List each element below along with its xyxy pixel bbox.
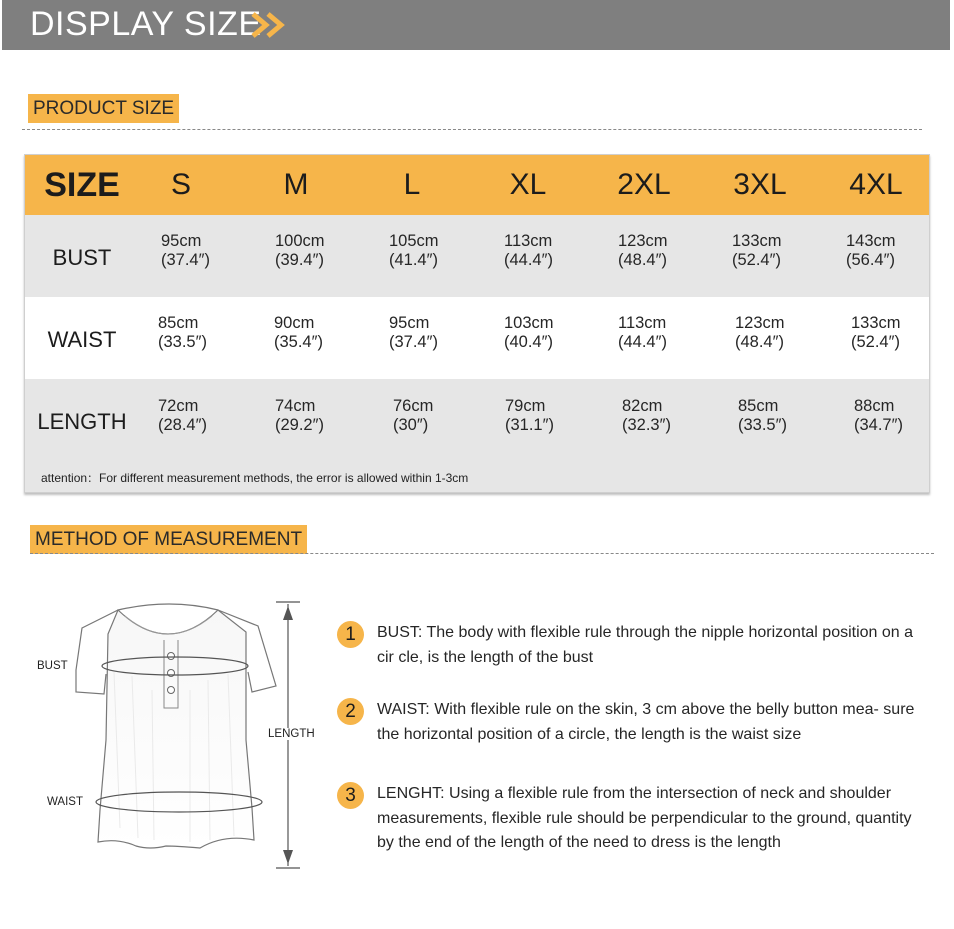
- measurement-tag: METHOD OF MEASUREMENT: [30, 525, 307, 554]
- size-table: [24, 154, 930, 493]
- step-number-badge: 1: [337, 621, 364, 648]
- divider: [30, 553, 934, 554]
- table-row-bust: [25, 215, 929, 297]
- table-cell: 95cm (37.4″): [389, 314, 438, 351]
- size-col-m: M: [283, 168, 309, 201]
- divider: [22, 129, 922, 130]
- step-number-badge: 3: [337, 782, 364, 809]
- step-text: WAIST: With flexible rule on the skin, 3 cm above the belly button mea- sure the horizontal position of a circle, the length is the waist size: [377, 701, 915, 743]
- table-cell: 113cm (44.4″): [618, 314, 667, 351]
- table-cell: 123cm (48.4″): [735, 314, 785, 351]
- size-col-xl: XL: [509, 168, 547, 201]
- table-cell: 133cm (52.4″): [851, 314, 901, 351]
- size-col-4xl: 4XL: [849, 168, 903, 201]
- table-cell: 95cm (37.4″): [161, 232, 210, 269]
- table-cell: 85cm (33.5″): [158, 314, 207, 351]
- table-cell: 85cm (33.5″): [738, 397, 787, 434]
- attention-note: attention：For different measurement methods, the error is allowed within 1-3cm: [41, 471, 469, 485]
- double-chevron-right-icon: [250, 10, 298, 40]
- table-header: [25, 155, 929, 215]
- table-cell: 100cm (39.4″): [275, 232, 325, 269]
- page-header: [2, 0, 950, 50]
- table-cell: 105cm (41.4″): [389, 232, 439, 269]
- size-col-3xl: 3XL: [733, 168, 787, 201]
- table-cell: 74cm (29.2″): [275, 397, 324, 434]
- row-label: BUST: [52, 245, 112, 270]
- table-cell: 76cm (30″): [393, 397, 434, 434]
- size-col-l: L: [403, 168, 421, 201]
- table-cell: 113cm (44.4″): [504, 232, 553, 269]
- size-header-label: SIZE: [44, 166, 120, 204]
- table-cell: 123cm (48.4″): [618, 232, 668, 269]
- step-number-badge: 2: [337, 698, 364, 725]
- header-title: DISPLAY SIZE: [30, 5, 262, 43]
- table-cell: 82cm (32.3″): [622, 397, 671, 434]
- table-cell: 133cm (52.4″): [732, 232, 782, 269]
- row-label: LENGTH: [37, 409, 127, 434]
- table-cell: 72cm (28.4″): [158, 397, 207, 434]
- step-text: LENGHT: Using a flexible rule from the intersection of neck and shoulder measurements, flexible rule should be perpendicular to the ground, quantity by the end of the length of the need to dress is the length: [377, 785, 912, 851]
- table-cell: 143cm (56.4″): [846, 232, 896, 269]
- diagram-label-length: LENGTH: [268, 728, 315, 740]
- table-row-waist: [25, 297, 929, 379]
- product-size-tag: PRODUCT SIZE: [28, 94, 179, 123]
- attention-bar: [25, 461, 929, 492]
- size-col-2xl: 2XL: [617, 168, 671, 201]
- table-cell: 88cm (34.7″): [854, 397, 903, 434]
- size-col-s: S: [170, 168, 191, 201]
- table-cell: 90cm (35.4″): [274, 314, 323, 351]
- table-cell: 79cm (31.1″): [505, 397, 554, 434]
- table-row-length: [25, 379, 929, 461]
- diagram-label-waist: WAIST: [47, 796, 83, 808]
- row-label: WAIST: [47, 327, 117, 352]
- step-text: BUST: The body with flexible rule through the nipple horizontal position on a cir cle, is the length of the bust: [377, 624, 914, 666]
- diagram-label-bust: BUST: [37, 660, 68, 672]
- table-cell: 103cm (40.4″): [504, 314, 554, 351]
